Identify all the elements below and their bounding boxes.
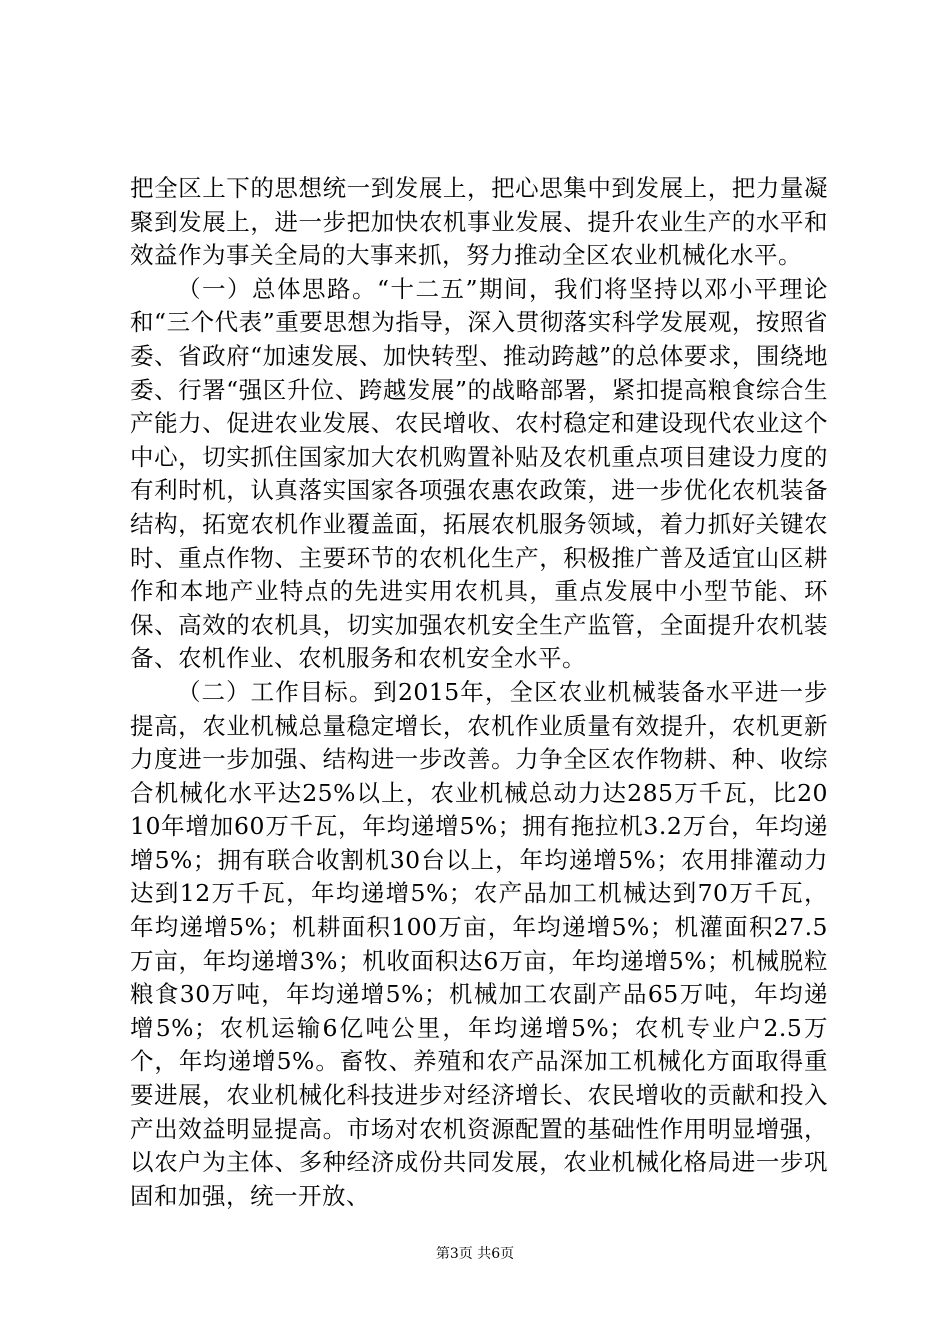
document-body [130,172,828,1213]
paragraph-work-targets: （二）工作目标。到2015年，全区农业机械装备水平进一步提高，农业机械总量稳定增长，农机作业质量有效提升，农机更新力度进一步加强、结构进一步改善。力争全区农作物耕、种、收综合机械化水平达25%以上，农业机械总动力达285万千瓦，比2010年增加60万千瓦，年均递增5%；拥有拖拉机3.2万台，年均递增5%；拥有联合收割机30台以上，年均递增5%；农用排灌动力达到12万千瓦，年均递增5%；农产品加工机械达到70万千瓦，年均递增5%；机耕面积100万亩，年均递增5%；机灌面积27.5万亩，年均递增3%；机收面积达6万亩，年均递增5%；机械脱粒粮食30万吨，年均递增5%；机械加工农副产品65万吨，年均递增5%；农机运输6亿吨公里，年均递增5%；农机专业户2.5万个，年均递增5%。畜牧、养殖和农产品深加工机械化方面取得重要进展，农业机械化科技进步对经济增长、农民增收的贡献和投入产出效益明显提高。市场对农机资源配置的基础性作用明显增强，以农户为主体、多种经济成份共同发展，农业机械化格局进一步巩固和加强，统一开放、 [130,677,828,1210]
paragraph-intro: 把全区上下的思想统一到发展上，把心思集中到发展上，把力量凝聚到发展上，进一步把加快农机事业发展、提升农业生产的水平和效益作为事关全局的大事来抓，努力推动全区农业机械化水平。 [130,174,828,270]
paragraph-overall-approach: （一）总体思路。“十二五”期间，我们将坚持以邓小平理论和“三个代表”重要思想为指导，深入贯彻落实科学发展观，按照省委、省政府“加速发展、加快转型、推动跨越”的总体要求，围绕地委、行署“强区升位、跨越发展”的战略部署，紧扣提高粮食综合生产能力、促进农业发展、农民增收、农村稳定和建设现代农业这个中心，切实抓住国家加大农机购置补贴及农机重点项目建设力度的有利时机，认真落实国家各项强农惠农政策，进一步优化农机装备结构，拓宽农机作业覆盖面，拓展农机服务领域，着力抓好关键农时、重点作物、主要环节的农机化生产，积极推广普及适宜山区耕作和本地产业特点的先进实用农机具，重点发展中小型节能、环保、高效的农机具，切实加强农机安全生产监管，全面提升农机装备、农机作业、农机服务和农机安全水平。 [130,274,828,673]
page-number-footer: 第3页 共6页 [435,1246,515,1262]
